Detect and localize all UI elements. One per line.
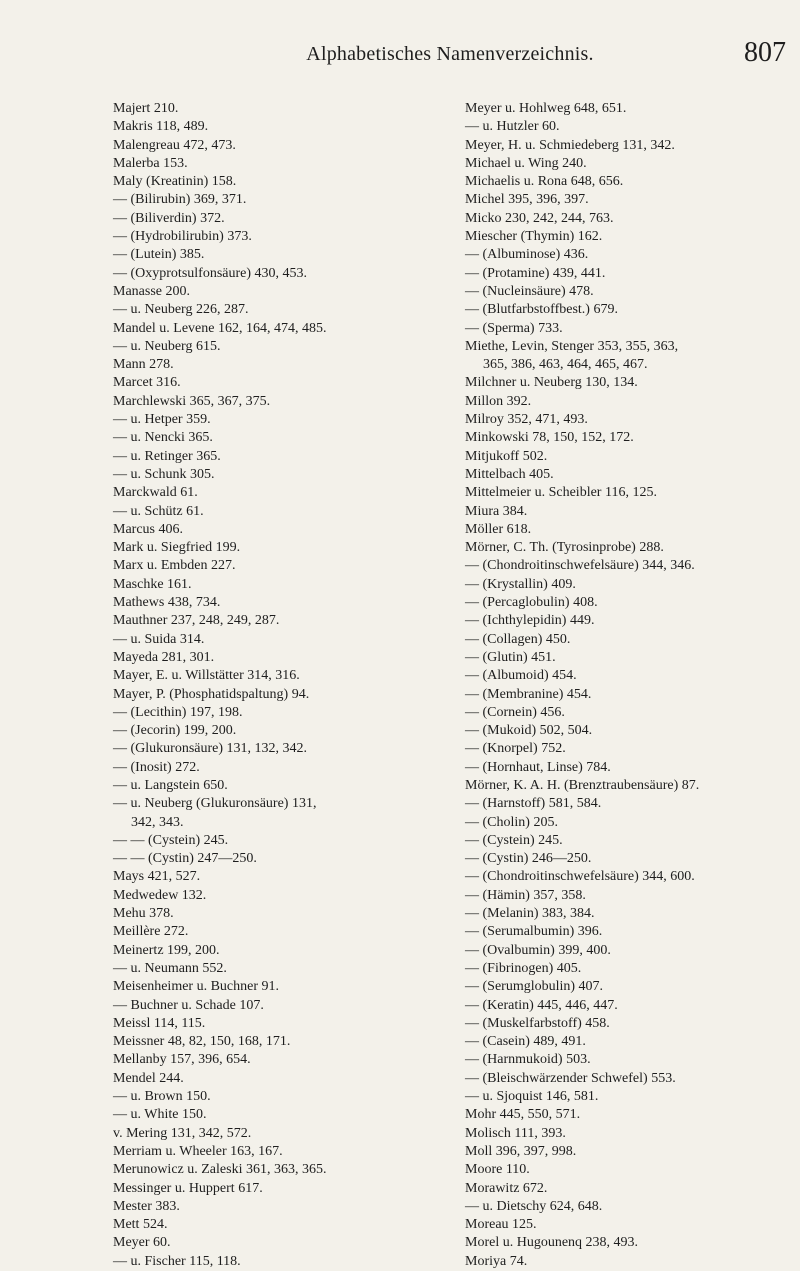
index-entry: Mauthner 237, 248, 249, 287. bbox=[113, 613, 280, 629]
index-entry: Marchlewski 365, 367, 375. bbox=[113, 393, 271, 409]
index-entry: Malerba 153. bbox=[113, 155, 188, 171]
index-entry: Miethe, Levin, Stenger 353, 355, 363, bbox=[465, 338, 679, 354]
index-entry: Mayeda 281, 301. bbox=[113, 649, 215, 665]
index-entry: Mellanby 157, 396, 654. bbox=[113, 1052, 251, 1068]
index-subentry: — (Hydrobilirubin) 373. bbox=[113, 229, 252, 245]
index-subentry: — (Melanin) 383, 384. bbox=[465, 906, 595, 922]
index-entry: Manasse 200. bbox=[113, 283, 190, 299]
index-entry: Marckwald 61. bbox=[113, 485, 198, 501]
index-entry: Meyer 60. bbox=[113, 1235, 171, 1251]
index-entry: Miura 384. bbox=[465, 503, 528, 519]
index-entry: Malengreau 472, 473. bbox=[113, 137, 236, 153]
index-subentry: — (Knorpel) 752. bbox=[465, 741, 566, 757]
index-entry: Maly (Kreatinin) 158. bbox=[113, 174, 237, 190]
index-entry: Miescher (Thymin) 162. bbox=[465, 229, 603, 245]
index-subentry: — u. Neuberg 226, 287. bbox=[113, 302, 249, 318]
index-subentry: — (Krystallin) 409. bbox=[465, 576, 576, 592]
index-subentry: — (Keratin) 445, 446, 447. bbox=[465, 997, 618, 1013]
index-subentry: — (Serumalbumin) 396. bbox=[465, 924, 603, 940]
index-subentry: — (Chondroitinschwefelsäure) 344, 346. bbox=[465, 558, 695, 574]
index-entry: Mendel 244. bbox=[113, 1070, 184, 1086]
index-subentry: — (Cystin) 246—250. bbox=[465, 851, 592, 867]
index-entry: Molisch 111, 393. bbox=[465, 1125, 566, 1141]
index-subentry: — (Chondroitinschwefelsäure) 344, 600. bbox=[465, 869, 695, 885]
index-subentry: — (Membranine) 454. bbox=[465, 686, 592, 702]
index-subentry: — (Percaglobulin) 408. bbox=[465, 595, 598, 611]
index-entry: Millon 392. bbox=[465, 393, 532, 409]
index-entry: Mittelbach 405. bbox=[465, 466, 554, 482]
index-subentry: — u. Neumann 552. bbox=[113, 960, 227, 976]
index-subentry: — u. Hetper 359. bbox=[113, 412, 211, 428]
index-subentry: — u. Dietschy 624, 648. bbox=[465, 1198, 603, 1214]
index-subentry: — (Bilirubin) 369, 371. bbox=[113, 192, 247, 208]
index-entry: Mohr 445, 550, 571. bbox=[465, 1107, 581, 1123]
index-entry: Marx u. Embden 227. bbox=[113, 558, 236, 574]
index-subentry: — (Bleischwärzender Schwefel) 553. bbox=[465, 1070, 676, 1086]
index-subentry: — (Albuminose) 436. bbox=[465, 247, 589, 263]
index-entry: Mitjukoff 502. bbox=[465, 448, 548, 464]
index-entry: Mayer, E. u. Willstätter 314, 316. bbox=[113, 668, 300, 684]
index-subentry: — (Serumglobulin) 407. bbox=[465, 979, 604, 995]
page-number: 807 bbox=[744, 37, 786, 68]
index-entry: Marcet 316. bbox=[113, 375, 181, 391]
index-subentry: — (Harnstoff) 581, 584. bbox=[465, 796, 602, 812]
index-entry: Mark u. Siegfried 199. bbox=[113, 540, 241, 556]
index-subentry: — (Inosit) 272. bbox=[113, 759, 200, 775]
index-entry: Mandel u. Levene 162, 164, 474, 485. bbox=[113, 320, 327, 336]
index-entry: Mays 421, 527. bbox=[113, 869, 201, 885]
index-subentry: — u. Schütz 61. bbox=[113, 503, 204, 519]
index-entry: Michael u. Wing 240. bbox=[465, 155, 587, 171]
index-entry: Minkowski 78, 150, 152, 172. bbox=[465, 430, 634, 446]
index-subentry: — (Oxyprotsulfonsäure) 430, 453. bbox=[113, 265, 308, 281]
index-entry: Micko 230, 242, 244, 763. bbox=[465, 210, 614, 226]
index-subentry: — u. Nencki 365. bbox=[113, 430, 213, 446]
index-subentry: — (Nucleinsäure) 478. bbox=[465, 283, 594, 299]
index-entry: Moreau 125. bbox=[465, 1217, 537, 1233]
index-entry: Mehu 378. bbox=[113, 906, 174, 922]
index-subentry: — (Hornhaut, Linse) 784. bbox=[465, 759, 611, 775]
index-subentry: — u. Neuberg 615. bbox=[113, 338, 221, 354]
index-entry: Merriam u. Wheeler 163, 167. bbox=[113, 1143, 283, 1159]
index-subentry: — (Sperma) 733. bbox=[465, 320, 563, 336]
index-entry: Meisenheimer u. Buchner 91. bbox=[113, 979, 280, 995]
index-subentry: — (Glutin) 451. bbox=[465, 649, 556, 665]
index-entry: Meinertz 199, 200. bbox=[113, 942, 220, 958]
index-subentry: — Buchner u. Schade 107. bbox=[113, 997, 264, 1013]
index-entry: Mayer, P. (Phosphatidspaltung) 94. bbox=[113, 686, 310, 702]
index-subentry: — (Cholin) 205. bbox=[465, 814, 558, 830]
index-subentry: — (Jecorin) 199, 200. bbox=[113, 723, 237, 739]
index-entry: Moore 110. bbox=[465, 1162, 530, 1178]
index-subentry: — (Lecithin) 197, 198. bbox=[113, 704, 243, 720]
index-entry: Moriya 74. bbox=[465, 1253, 528, 1269]
index-subentry: — u. Retinger 365. bbox=[113, 448, 221, 464]
index-entry: Mester 383. bbox=[113, 1198, 180, 1214]
index-subentry: — u. Neuberg (Glukuronsäure) 131, bbox=[113, 796, 317, 812]
index-entry: Milroy 352, 471, 493. bbox=[465, 412, 588, 428]
index-entry: Michaelis u. Rona 648, 656. bbox=[465, 174, 624, 190]
index-subentry: — — (Cystin) 247—250. bbox=[113, 851, 257, 867]
running-title: Alphabetisches Namenverzeichnis. bbox=[306, 43, 594, 65]
index-subentry: — (Muskelfarbstoff) 458. bbox=[465, 1015, 610, 1031]
index-subentry: — (Harnmukoid) 503. bbox=[465, 1052, 591, 1068]
index-column-right bbox=[465, 100, 788, 1271]
index-subentry: — u. Schunk 305. bbox=[113, 466, 215, 482]
index-entry-continuation: 342, 343. bbox=[131, 814, 184, 830]
index-subentry: — u. Brown 150. bbox=[113, 1089, 211, 1105]
index-entry: Marcus 406. bbox=[113, 521, 183, 537]
index-subentry: — (Lutein) 385. bbox=[113, 247, 205, 263]
index-entry: Majert 210. bbox=[113, 101, 179, 116]
index-subentry: — (Biliverdin) 372. bbox=[113, 210, 225, 226]
index-subentry: — (Glukuronsäure) 131, 132, 342. bbox=[113, 741, 308, 757]
index-entry: Maschke 161. bbox=[113, 576, 192, 592]
index-subentry: — u. Sjoquist 146, 581. bbox=[465, 1089, 599, 1105]
index-entry: Mann 278. bbox=[113, 357, 174, 373]
index-subentry: — (Blutfarbstoffbest.) 679. bbox=[465, 302, 618, 318]
index-column-left bbox=[113, 100, 430, 1271]
index-entry: Morawitz 672. bbox=[465, 1180, 548, 1196]
index-subentry: — (Ichthylepidin) 449. bbox=[465, 613, 595, 629]
index-subentry: — — (Cystein) 245. bbox=[113, 832, 229, 848]
index-subentry: — (Albumoid) 454. bbox=[465, 668, 577, 684]
index-subentry: — u. White 150. bbox=[113, 1107, 207, 1123]
index-entry: Möller 618. bbox=[465, 521, 532, 537]
index-subentry: — (Ovalbumin) 399, 400. bbox=[465, 942, 611, 958]
index-entry: Meillère 272. bbox=[113, 924, 189, 940]
index-entry: Morel u. Hugounenq 238, 493. bbox=[465, 1235, 639, 1251]
index-subentry: — u. Langstein 650. bbox=[113, 777, 228, 793]
index-entry: Mörner, C. Th. (Tyrosinprobe) 288. bbox=[465, 540, 664, 556]
page-header bbox=[110, 39, 790, 73]
index-subentry: — (Mukoid) 502, 504. bbox=[465, 723, 593, 739]
index-subentry: — (Cornein) 456. bbox=[465, 704, 565, 720]
index-entry: Merunowicz u. Zaleski 361, 363, 365. bbox=[113, 1162, 327, 1178]
index-subentry: — u. Hutzler 60. bbox=[465, 119, 560, 135]
index-subentry: — (Fibrinogen) 405. bbox=[465, 960, 582, 976]
index-subentry: — u. Suida 314. bbox=[113, 631, 205, 647]
index-entry: Medwedew 132. bbox=[113, 887, 207, 903]
index-entry: Mett 524. bbox=[113, 1217, 168, 1233]
index-entry: Messinger u. Huppert 617. bbox=[113, 1180, 263, 1196]
index-subentry: — (Casein) 489, 491. bbox=[465, 1034, 586, 1050]
index-subentry: — (Hämin) 357, 358. bbox=[465, 887, 586, 903]
index-entry-continuation: 365, 386, 463, 464, 465, 467. bbox=[483, 357, 648, 373]
index-subentry: — u. Fischer 115, 118. bbox=[113, 1253, 241, 1269]
index-subentry: — (Protamine) 439, 441. bbox=[465, 265, 606, 281]
index-entry: Meissl 114, 115. bbox=[113, 1015, 206, 1031]
index-entry: Meyer u. Hohlweg 648, 651. bbox=[465, 101, 627, 116]
index-subentry: — (Cystein) 245. bbox=[465, 832, 563, 848]
index-entry: Makris 118, 489. bbox=[113, 119, 209, 135]
index-entry: Meyer, H. u. Schmiedeberg 131, 342. bbox=[465, 137, 675, 153]
index-subentry: — (Collagen) 450. bbox=[465, 631, 571, 647]
index-entry: Moll 396, 397, 998. bbox=[465, 1143, 577, 1159]
index-entry: v. Mering 131, 342, 572. bbox=[113, 1125, 252, 1141]
index-entry: Mörner, K. A. H. (Brenztraubensäure) 87. bbox=[465, 777, 700, 793]
index-entry: Milchner u. Neuberg 130, 134. bbox=[465, 375, 638, 391]
index-entry: Mathews 438, 734. bbox=[113, 595, 221, 611]
index-entry: Michel 395, 396, 397. bbox=[465, 192, 589, 208]
index-entry: Mittelmeier u. Scheibler 116, 125. bbox=[465, 485, 657, 501]
index-entry: Meissner 48, 82, 150, 168, 171. bbox=[113, 1034, 291, 1050]
